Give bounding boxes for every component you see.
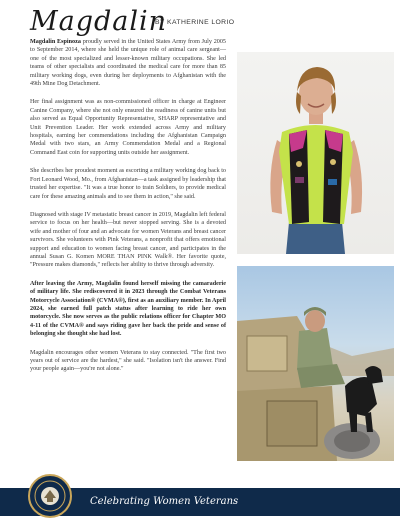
paragraph-intro xyxy=(30,38,226,88)
paragraph-proudest-moment: She describes her proudest moment as escorting a military working dog back to Fort Leonard Wood, Mo., from Afghanistan—a task assigned by leadership that trusted her expertise. "It was a true honor to train Soldiers, to provide medical care for these amazing animals and to see them in action," she said. xyxy=(30,168,226,200)
seal-emblem xyxy=(30,476,70,516)
paragraph-diagnosis: Diagnosed with stage IV metastatic breast cancer in 2019, Magdalin left federal service to focus on her health—but never stopped serving. She is a devoted wife and mother of four and an advocate for women Veterans and breast cancer survivors. She volunteers with Pink Veterans, a nonprofit that offers emotional support and education to women facing breast cancer, and participates in the annual Susan G. Komen MORE THAN PINK Walk®. Her favorite quote, "Pressure makes diamonds," reflects her ability to thrive through adversity. xyxy=(30,211,226,269)
army-seal-icon xyxy=(28,474,72,518)
deployment-photo xyxy=(237,266,394,461)
footer-text: Celebrating Women Veterans xyxy=(90,496,239,507)
paragraph-closing: Magdalin encourages other women Veterans to stay connected. "The first two years out of service are the hardest," she said. "Isolation isn't the answer. Find your people again—you're not alone." xyxy=(30,349,226,373)
portrait-illustration xyxy=(237,52,394,254)
byline: BY KATHERINE LORIO xyxy=(155,19,235,26)
paragraph-intro-text: proudly served in the United States Army from July 2005 to September 2014, where she held the unique role of animal care sergeant—one of the most specialized and lesser-known military occupations. She led teams of other specialists and coordinated the medical care for more than 85 military working dogs, even during her deployments to Afghanistan with the 49th Mine Dog Detachment. xyxy=(30,39,226,88)
paragraph-cvma: After leaving the Army, Magdalin found herself missing the camaraderie of military life. She rediscovered it in 2023 through the Combat Veterans Motorcycle Association® (CVMA®), first as an auxiliary member. In April 2024, she earned full patch status after learning to ride her own motorcycle. She now serves as the public relations officer for Chapter MO 4-11 of the CVMA® and says riding gave her back the pride and sense of belonging she thought she had lost. xyxy=(30,280,226,338)
article-body xyxy=(30,38,226,384)
deployment-illustration xyxy=(237,266,394,461)
article-title: Magdalin xyxy=(30,6,168,37)
portrait-photo xyxy=(237,52,394,254)
subject-name: Magdalin Espinoza xyxy=(30,39,81,45)
paragraph-final-assignment: Her final assignment was as non-commissioned officer in charge at Engineer Canine Company, where she not only ensured the readiness of canine units but also served as Equal Opportunity Representative, SHARP representative and Unit Prevention Leader. Her work extended across Army and military hospitals, earning her commendations including the Afghanistan Campaign Medal with two stars, an Army Commendation Medal and a Regional Command East coin for supporting units outside her assignment. xyxy=(30,99,226,156)
